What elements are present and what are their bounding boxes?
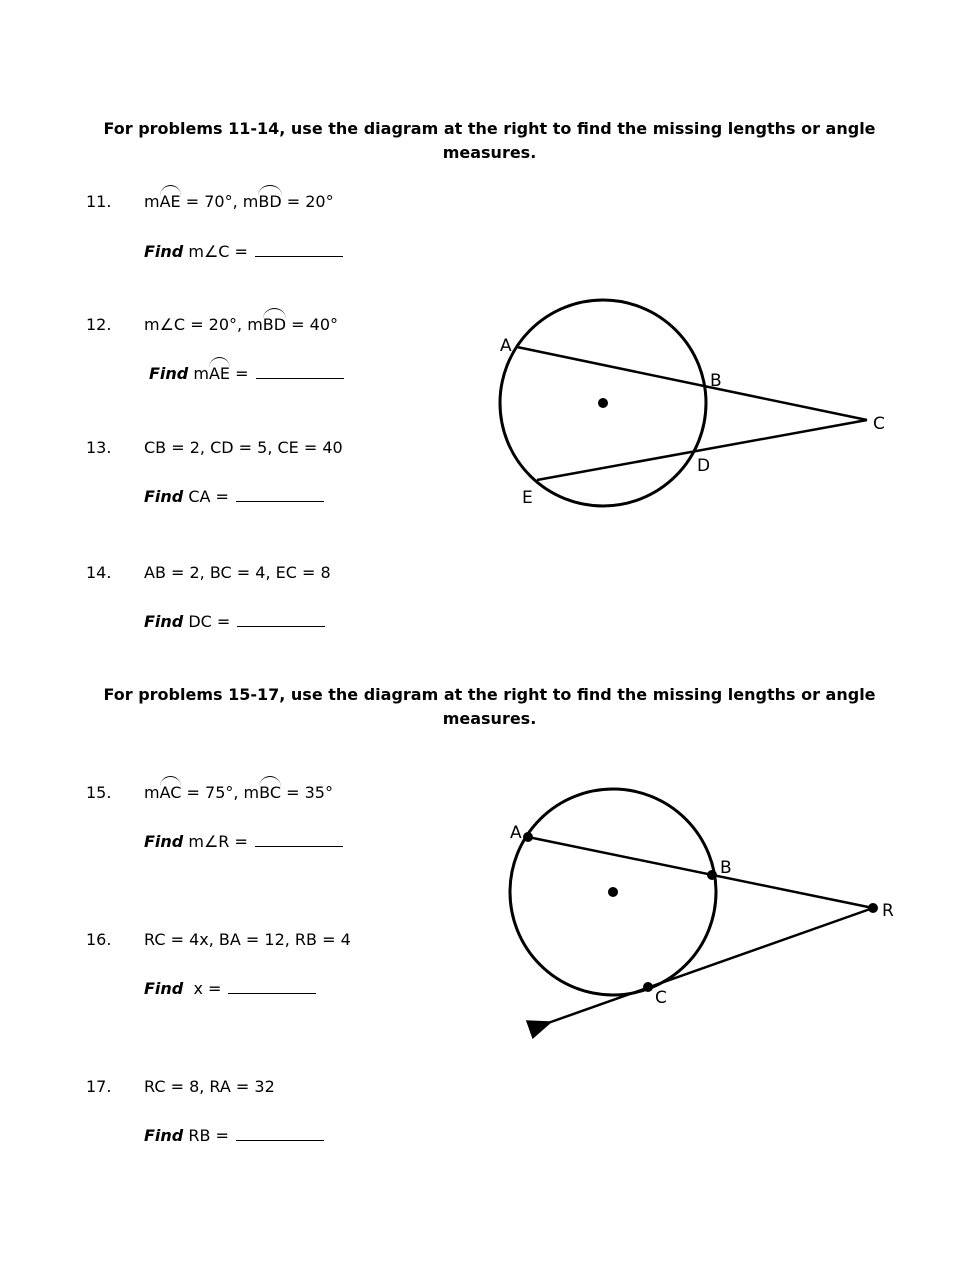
p12-find-word: Find [149,364,189,383]
diagram-1 [500,300,885,508]
instructions-2-line1: For problems 15-17, use the diagram at the right to find the missing lengths or angle [103,685,876,704]
p16-find-expr: x = [183,979,227,998]
problem-13-number: 13. [86,438,112,457]
problem-17-given: RC = 8, RA = 32 [144,1077,275,1096]
p13-find-word: Find [144,487,184,506]
label-e: E [522,488,533,508]
point-c [643,982,653,992]
problem-13-given: CB = 2, CD = 5, CE = 40 [144,438,343,457]
point-r [868,903,878,913]
label-d: D [697,456,711,476]
p11-find-word: Find [144,242,184,261]
problem-14-given: AB = 2, BC = 4, EC = 8 [144,563,331,582]
label-b: B [710,371,722,391]
p12-find-rest: = [230,364,254,383]
secant-ar [528,837,873,908]
p12-find-m: m [188,364,209,383]
point-a [523,832,533,842]
problem-14-number: 14. [86,563,112,582]
p14-find-word: Find [144,612,184,631]
diagram-2 [510,789,894,1023]
point-b [707,870,717,880]
problem-17-number: 17. [86,1077,112,1096]
p14-find-expr: DC = [183,612,236,631]
p15-arc-ac: AC [159,783,182,802]
p11-arc-bd: BD [258,192,282,211]
label2-c: C [655,988,667,1008]
p12-lead: m∠C = 20°, m [144,315,263,334]
problem-15-number: 15. [86,783,112,802]
diagram-2-center-point [608,887,618,897]
p15-find-expr: m∠R = [183,832,253,851]
p11-rest1: = 70°, m [180,192,259,211]
p11-rest2: = 20° [281,192,334,211]
problem-11-number: 11. [86,192,112,211]
label-a: A [500,336,512,356]
p11-arc-ae: AE [159,192,181,211]
p15-m1: m [144,783,160,802]
p16-find-word: Find [144,979,184,998]
p12-arc-bd: BD [262,315,287,334]
p15-find-word: Find [144,832,184,851]
p15-arc-bc: BC [259,783,282,802]
p12-find-arc-ae: AE [208,364,230,383]
p17-find-expr: RB = [183,1126,235,1145]
problem-16-number: 16. [86,930,112,949]
label-c: C [873,414,885,434]
p11-m1: m [144,192,160,211]
p15-rest2: = 35° [281,783,333,802]
secant-ac [517,347,867,420]
instructions-1-line2: measures. [442,143,537,162]
label2-r: R [882,901,894,921]
diagram-1-center-point [598,398,608,408]
problem-16-given: RC = 4x, BA = 12, RB = 4 [144,930,351,949]
p11-find-expr: m∠C = [183,242,254,261]
p12-rest1: = 40° [286,315,339,334]
label2-a: A [510,823,522,843]
label2-b: B [720,858,732,878]
instructions-1-line1: For problems 11-14, use the diagram at the right to find the missing lengths or angle [103,119,876,138]
p15-rest1: = 75°, m [181,783,260,802]
instructions-2-line2: measures. [442,709,537,728]
p17-find-word: Find [144,1126,184,1145]
p13-find-expr: CA = [183,487,235,506]
problem-12-number: 12. [86,315,112,334]
